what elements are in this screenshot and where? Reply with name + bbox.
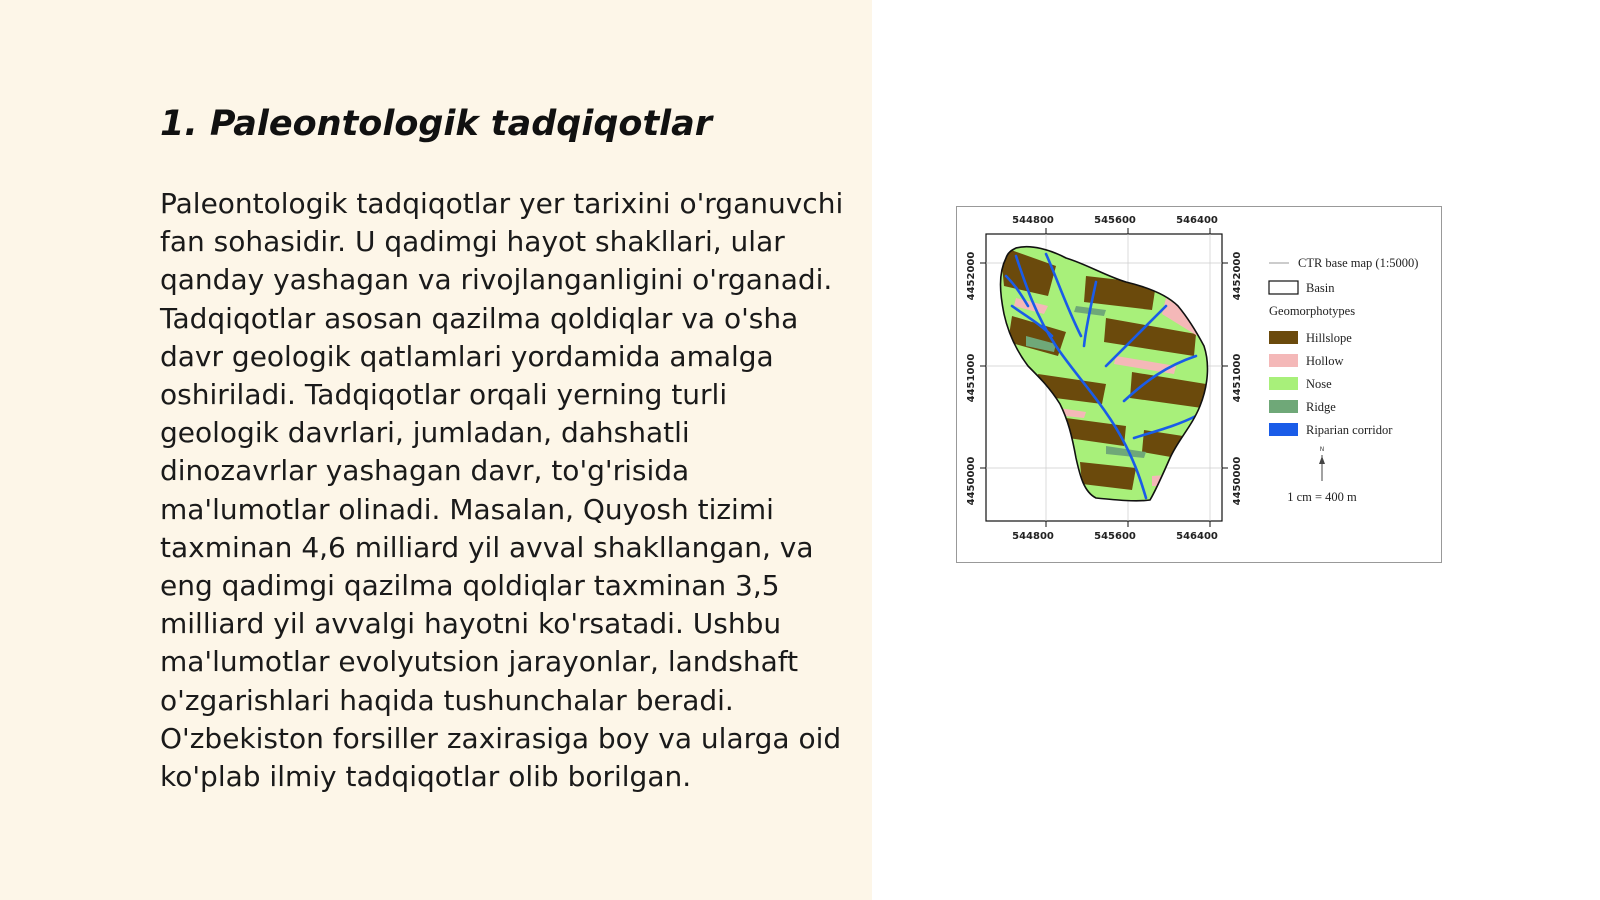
north-label: N xyxy=(1319,446,1325,453)
basin-map-figure xyxy=(956,206,1442,563)
legend-base-map: CTR base map (1:5000) xyxy=(1298,256,1419,270)
basin-swatch xyxy=(1269,281,1298,294)
x-tick-top-2: 545600 xyxy=(1094,215,1136,226)
legend-nose: Nose xyxy=(1306,377,1332,391)
basin-map-svg xyxy=(956,206,1442,563)
legend-basin: Basin xyxy=(1306,281,1335,295)
x-tick-top-1: 544800 xyxy=(1012,215,1054,226)
y-tick-right-2: 4451000 xyxy=(1232,353,1243,403)
x-tick-bottom-1: 544800 xyxy=(1012,531,1054,542)
legend-ridge: Ridge xyxy=(1306,400,1336,414)
y-tick-left-1: 4452000 xyxy=(966,251,977,301)
y-tick-left-3: 4450000 xyxy=(966,456,977,506)
hollow-swatch xyxy=(1269,354,1298,367)
legend-riparian-corridor: Riparian corridor xyxy=(1306,423,1393,437)
x-tick-bottom-2: 545600 xyxy=(1094,531,1136,542)
slide-body-text: Paleontologik tadqiqotlar yer tarixini o'rganuvchi fan sohasidir. U qadimgi hayot shakllari, ular qanday yashagan va rivojlanganligini o'rganadi. Tadqiqotlar asosan qazilma qoldiqlar va o'sha davr geologik qatlamlari yordamida amalga oshiriladi. Tadqiqotlar orqali yerning turli geologik davrlari, jumladan, dahshatli dinozavrlar yashagan davr, to'g'risida ma'lumotlar olinadi. Masalan, Quyosh tizimi taxminan 4,6 milliard yil avval shakllangan, va eng qadimgi qazilma qoldiqlar taxminan 3,5 milliard yil avvalgi hayotni ko'rsatadi. Ushbu ma'lumotlar evolyutsion jarayonlar, landshaft o'zgarishlari haqida tushunchalar beradi. O'zbekiston forsiller zaxirasiga boy va ularga oid ko'plab ilmiy tadqiqotlar olib borilgan. xyxy=(160,187,844,794)
legend-hollow: Hollow xyxy=(1306,354,1344,368)
hillslope-swatch xyxy=(1269,331,1298,344)
y-tick-left-2: 4451000 xyxy=(966,353,977,403)
riparian-corridor-swatch xyxy=(1269,423,1298,436)
nose-swatch xyxy=(1269,377,1298,390)
legend-hillslope: Hillslope xyxy=(1306,331,1352,345)
x-tick-bottom-3: 546400 xyxy=(1176,531,1218,542)
slide-title: 1. Paleontologik tadqiqotlar xyxy=(160,104,713,144)
legend-group-title: Geomorphotypes xyxy=(1269,304,1356,318)
scale-label: 1 cm = 400 m xyxy=(1287,490,1357,504)
y-tick-right-1: 4452000 xyxy=(1232,251,1243,301)
y-tick-right-3: 4450000 xyxy=(1232,456,1243,506)
ridge-swatch xyxy=(1269,400,1298,413)
x-tick-top-3: 546400 xyxy=(1176,215,1218,226)
